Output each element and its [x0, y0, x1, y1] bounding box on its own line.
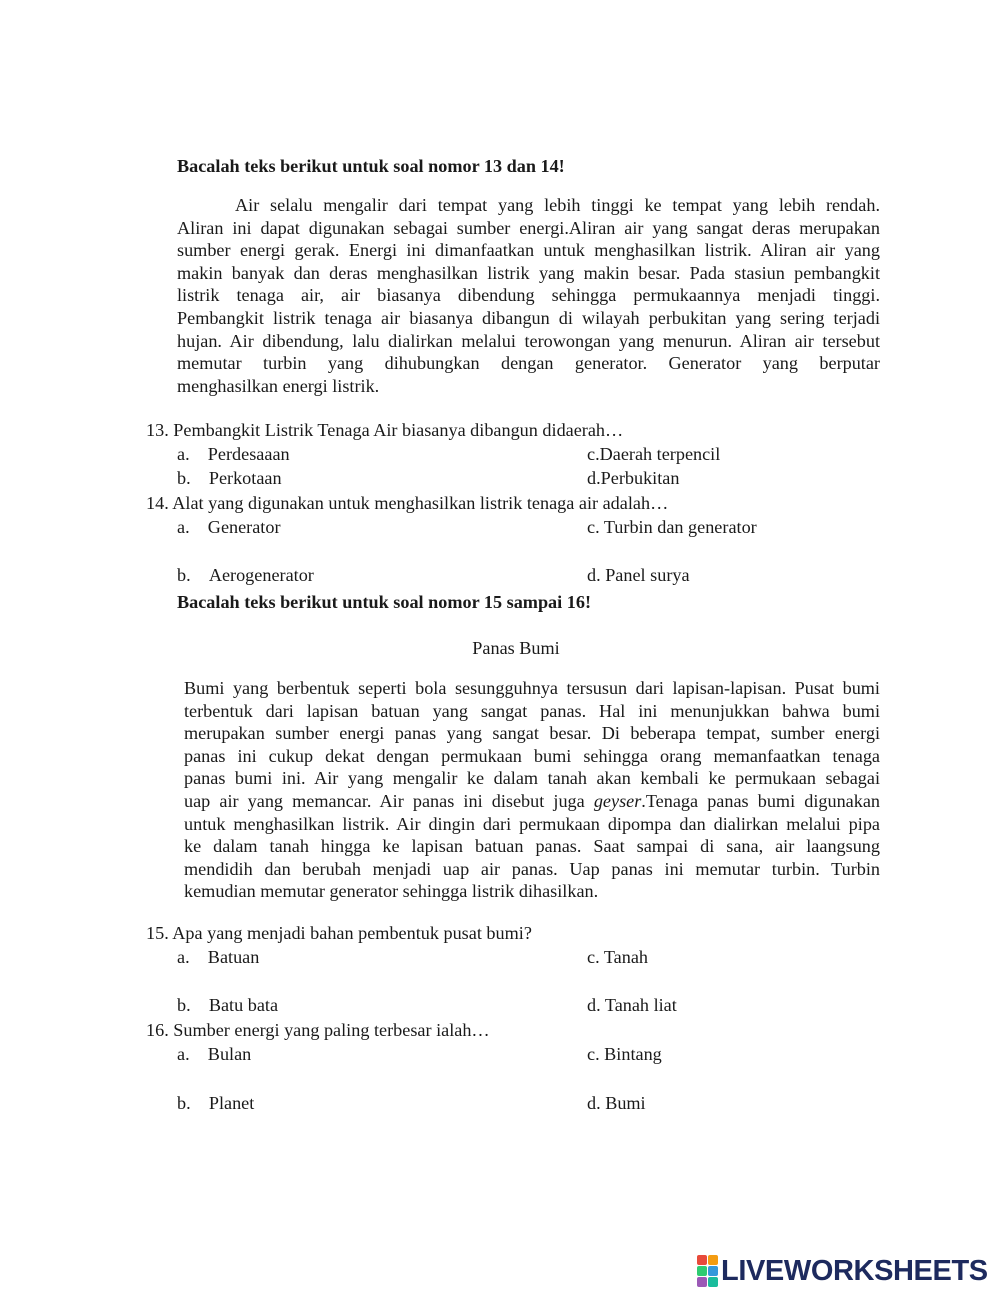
section1-paragraph	[177, 194, 880, 397]
logo-square	[697, 1255, 707, 1265]
paragraph-line: terbentuk dari lapisan batuan yang sangat panas. Hal ini menunjukkan bahwa bumi	[184, 700, 880, 721]
paragraph-line	[184, 790, 880, 813]
paragraph-line: merupakan sumber energi panas yang sangat besar. Di beberapa tempat, sumber energi	[184, 723, 880, 744]
paragraph-line: Bumi yang berbentuk seperti bola sesungguhnya tersusun dari lapisan-lapisan. Pusat bumi	[184, 678, 880, 698]
section2-title: Panas Bumi	[472, 638, 560, 658]
paragraph-line: untuk menghasilkan listrik. Air dingin dari permukaan dipompa dan dialirkan melalui pipa	[184, 813, 880, 834]
logo-square	[708, 1277, 718, 1287]
paragraph-line: ke dalam tanah hingga ke lapisan batuan panas. Saat sampai di sana, air laangsung	[184, 836, 880, 857]
section2-paragraph	[184, 677, 880, 903]
question-14: 14. Alat yang digunakan untuk menghasilkan listrik tenaga air adalah…	[146, 493, 669, 513]
q14-option-b[interactable]: b. Aerogenerator	[177, 565, 314, 585]
paragraph-line: kemudian memutar generator sehingga listrik dihasilkan.	[184, 881, 599, 902]
line-text: .Tenaga panas bumi digunakan	[641, 790, 880, 811]
paragraph-line: mendidih dan berubah menjadi uap air panas. Uap panas ini memutar turbin. Turbin	[184, 858, 880, 879]
paragraph-line: makin banyak dan deras menghasilkan listrik yang makin besar. Pada stasiun pembangkit	[177, 262, 880, 283]
q16-option-c[interactable]: c. Bintang	[587, 1044, 662, 1064]
logo-square	[697, 1277, 707, 1287]
paragraph-line: Air selalu mengalir dari tempat yang lebih tinggi ke tempat yang lebih rendah.	[235, 195, 880, 215]
paragraph-line: sumber energi gerak. Energi ini dimanfaatkan untuk menghasilkan listrik. Aliran air yang	[177, 240, 880, 261]
paragraph-line: menghasilkan energi listrik.	[177, 375, 380, 396]
q16-option-a[interactable]: a. Bulan	[177, 1044, 252, 1064]
geyser-term: geyser	[593, 790, 642, 811]
paragraph-line: panas ini cukup dekat dengan permukaan bumi sehingga orang memanfaatkan tenaga	[184, 745, 880, 766]
logo-square	[697, 1266, 707, 1276]
q15-option-c[interactable]: c. Tanah	[587, 947, 649, 967]
q16-option-d[interactable]: d. Bumi	[587, 1093, 646, 1113]
q14-option-a[interactable]: a. Generator	[177, 517, 281, 537]
liveworksheets-logo[interactable]	[697, 1256, 988, 1286]
q13-option-d[interactable]: d.Perbukitan	[587, 468, 680, 488]
q13-option-a[interactable]: a. Perdesaaan	[177, 444, 290, 464]
q14-option-d[interactable]: d. Panel surya	[587, 565, 690, 585]
q15-option-a[interactable]: a. Batuan	[177, 947, 260, 967]
q15-option-b[interactable]: b. Batu bata	[177, 995, 279, 1015]
q14-option-c[interactable]: c. Turbin dan generator	[587, 517, 757, 537]
paragraph-line: Pembangkit listrik tenaga air biasanya dibangun di wilayah perbukitan yang sering terjadi	[177, 307, 880, 328]
section1-heading: Bacalah teks berikut untuk soal nomor 13 dan 14!	[177, 156, 565, 176]
logo-square	[708, 1266, 718, 1276]
question-15: 15. Apa yang menjadi bahan pembentuk pusat bumi?	[146, 923, 532, 943]
line-text: uap air yang memancar. Air panas ini disebut juga	[184, 790, 594, 811]
question-13: 13. Pembangkit Listrik Tenaga Air biasanya dibangun didaerah…	[146, 420, 624, 440]
question-16: 16. Sumber energi yang paling terbesar ialah…	[146, 1020, 490, 1040]
q13-option-b[interactable]: b. Perkotaan	[177, 468, 282, 488]
section2-heading: Bacalah teks berikut untuk soal nomor 15 sampai 16!	[177, 592, 591, 612]
paragraph-line: Aliran ini dapat digunakan sebagai sumber energi.Aliran air yang sangat deras merupakan	[177, 217, 880, 238]
logo-square	[708, 1255, 718, 1265]
logo-text: LIVEWORKSHEETS	[721, 1254, 988, 1287]
paragraph-line: listrik tenaga air, air biasanya dibendung sehingga permukaannya menjadi tinggi.	[177, 285, 880, 306]
paragraph-line: hujan. Air dibendung, lalu dialirkan melalui terowongan yang menurun. Aliran air tersebut	[177, 330, 880, 351]
paragraph-line: panas bumi ini. Air yang mengalir ke dalam tanah akan kembali ke permukaan sebagai	[184, 768, 880, 789]
q16-option-b[interactable]: b. Planet	[177, 1093, 255, 1113]
q13-option-c[interactable]: c.Daerah terpencil	[587, 444, 721, 464]
q15-option-d[interactable]: d. Tanah liat	[587, 995, 677, 1015]
paragraph-line: memutar turbin yang dihubungkan dengan generator. Generator yang berputar	[177, 353, 880, 374]
logo-grid-icon	[697, 1255, 718, 1287]
